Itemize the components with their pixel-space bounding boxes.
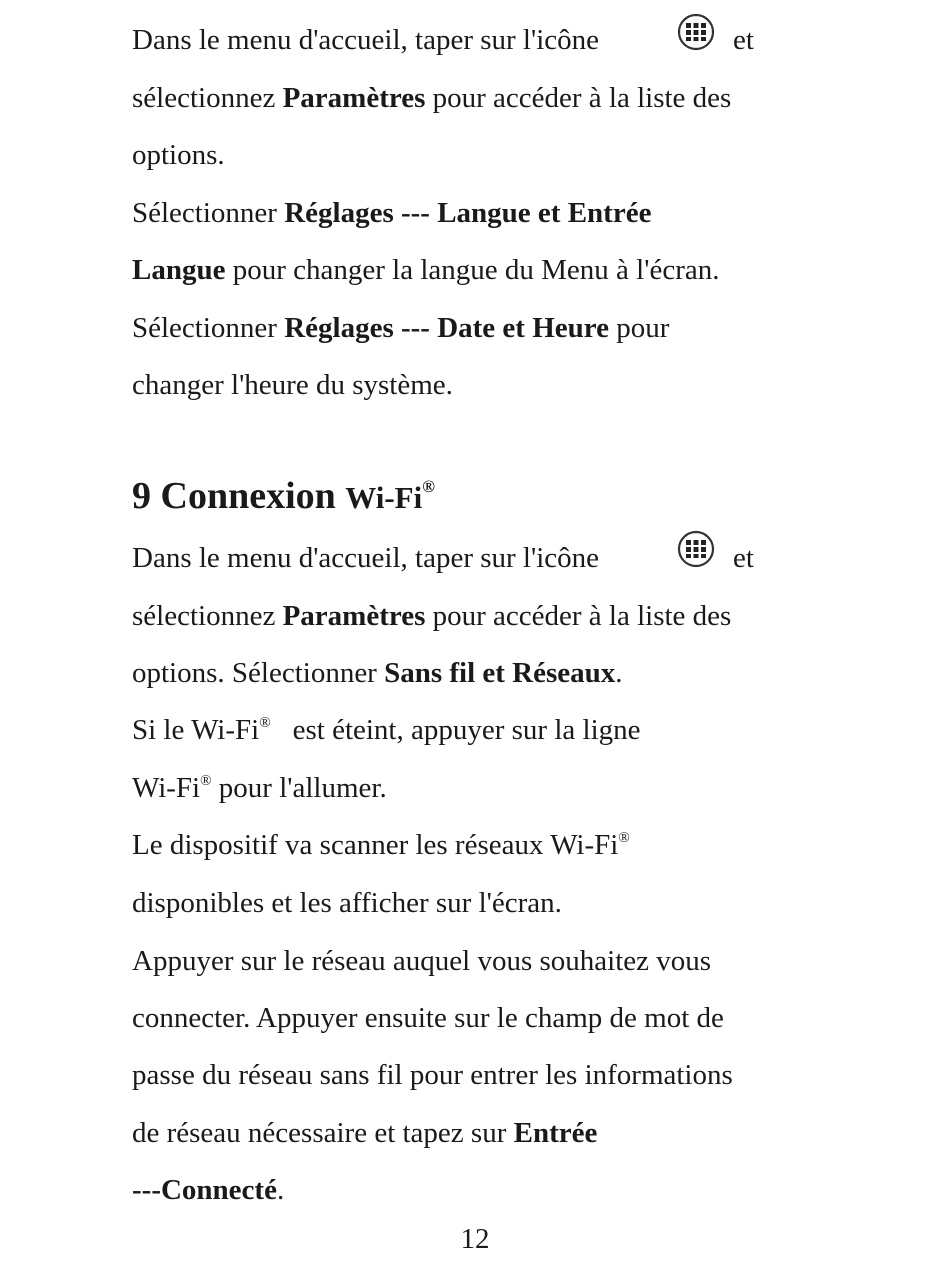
paragraph-line — [132, 770, 387, 811]
text: options. Sélectionner — [132, 657, 385, 689]
heading-text: Wi-Fi — [345, 480, 423, 515]
paragraph-line — [132, 943, 711, 979]
bold-term: Entrée — [513, 1117, 598, 1149]
paragraph-line — [132, 195, 651, 231]
text: . — [615, 657, 623, 689]
text: connecter. Appuyer ensuite sur le champ de mot de — [132, 1002, 724, 1034]
text: Dans le menu d'accueil, taper sur l'icône — [132, 24, 600, 56]
text: disponibles et les afficher sur l'écran. — [132, 887, 562, 919]
heading-text: 9 Connexion — [132, 475, 346, 517]
text: options. — [132, 139, 225, 171]
paragraph-line — [132, 137, 225, 173]
paragraph-line — [132, 1057, 733, 1093]
text: . — [276, 1174, 285, 1206]
text: passe du réseau sans fil pour entrer les informations — [132, 1059, 733, 1091]
app-grid-icon — [676, 12, 716, 52]
paragraph-line — [132, 885, 562, 921]
paragraph-line — [132, 712, 641, 753]
registered-mark: ® — [200, 773, 212, 789]
text: Dans le menu d'accueil, taper sur l'icône — [132, 542, 600, 574]
paragraph-line — [132, 310, 669, 346]
text: sélectionnez — [132, 82, 283, 114]
paragraph-line — [132, 598, 731, 634]
paragraph-line — [132, 1115, 597, 1151]
text: et — [733, 542, 754, 574]
bold-term: Réglages --- Langue et Entrée — [284, 197, 652, 229]
text: sélectionnez — [132, 600, 283, 632]
paragraph-line — [132, 1000, 724, 1036]
text: est éteint, appuyer sur la ligne — [292, 714, 641, 746]
text: changer l'heure du système. — [132, 369, 453, 401]
page-number: 12 — [460, 1223, 490, 1255]
text: pour — [608, 312, 670, 344]
section-heading — [132, 474, 435, 525]
bold-term: Langue — [132, 254, 226, 286]
paragraph-line — [132, 367, 453, 403]
paragraph-line — [132, 540, 599, 576]
text: pour accéder à la liste des — [425, 600, 732, 632]
registered-mark: ® — [618, 830, 630, 846]
paragraph-line — [132, 655, 623, 691]
bold-term: Réglages --- Date et Heure — [284, 312, 609, 344]
text: Sélectionner — [132, 197, 285, 229]
bold-term: ---Connecté — [132, 1174, 277, 1206]
paragraph-line — [132, 827, 630, 868]
registered-mark: ® — [422, 477, 435, 496]
text: et — [733, 24, 754, 56]
registered-mark: ® — [259, 715, 271, 731]
text: Appuyer sur le réseau auquel vous souhaitez vous — [132, 945, 712, 977]
app-grid-icon — [676, 529, 716, 569]
text: Wi-Fi — [132, 772, 201, 804]
bold-term: Paramètres — [282, 82, 426, 114]
text: pour changer la langue du Menu à l'écran. — [225, 254, 720, 286]
paragraph-line — [132, 1172, 284, 1208]
paragraph-line — [132, 252, 719, 288]
text: pour accéder à la liste des — [425, 82, 732, 114]
text: Sélectionner — [132, 312, 285, 344]
bold-term: Sans fil et Réseaux — [384, 657, 616, 689]
paragraph-line — [132, 22, 599, 58]
text: de réseau nécessaire et tapez sur — [132, 1117, 514, 1149]
text: pour l'allumer. — [211, 772, 387, 804]
paragraph-line — [132, 80, 731, 116]
bold-term: Paramètres — [282, 600, 426, 632]
text: Si le Wi-Fi — [132, 714, 260, 746]
text: Le dispositif va scanner les réseaux Wi-Fi — [132, 829, 619, 861]
